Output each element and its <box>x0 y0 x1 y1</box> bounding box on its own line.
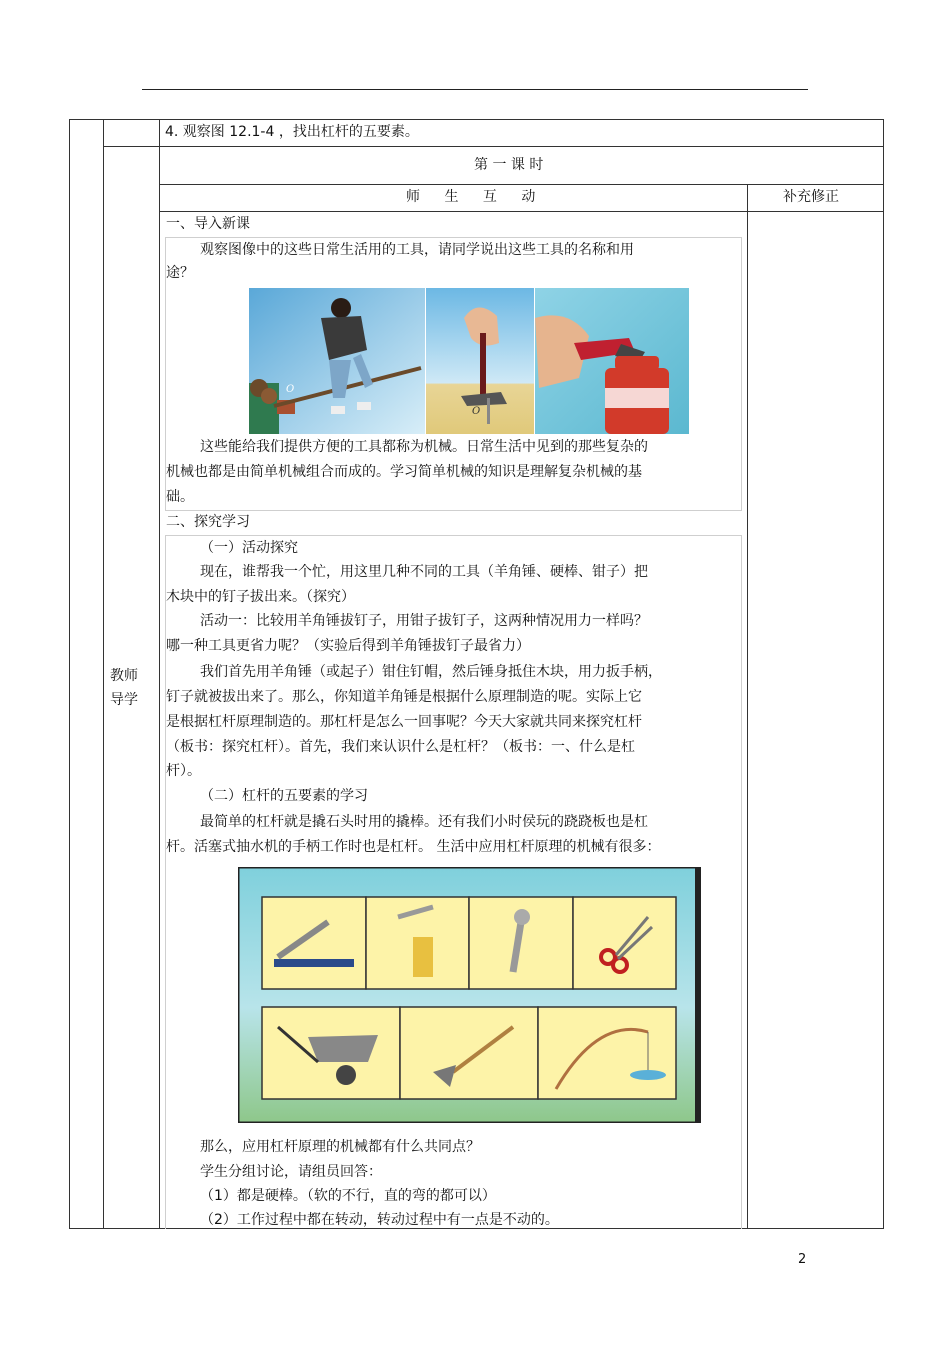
col-divider-1 <box>103 119 104 1229</box>
section-label-line1: 教师 <box>110 668 138 684</box>
part2-after: 那么，应用杠杆原理的机械都有什么共同点？ <box>200 1139 480 1155</box>
row-divider-2 <box>159 184 884 185</box>
row-divider-3 <box>159 211 884 212</box>
part2-after: （2）工作过程中都在转动，转动过程中有一点是不动的。 <box>200 1212 559 1228</box>
box1-bottom <box>165 510 742 511</box>
col-divider-2 <box>159 119 160 1229</box>
column-header-side: 补充修正 <box>783 189 839 205</box>
box1-right <box>741 237 742 511</box>
part2-line: 活动一：比较用羊角锤拔钉子，用钳子拔钉子，这两种情况用力一样吗？ <box>200 613 648 629</box>
svg-text:O: O <box>472 406 481 417</box>
lever-tools-illustration <box>238 867 701 1123</box>
part2-line: 哪一种工具更省力呢？（实验后得到羊角锤拔钉子最省力） <box>166 638 530 654</box>
side-col-divider <box>747 184 748 1229</box>
box2-top <box>165 535 742 536</box>
table-top-border <box>69 119 884 120</box>
box1-top <box>165 237 742 238</box>
top-row-text: 4. 观察图 12.1-4 ，找出杠杆的五要素。 <box>165 124 419 140</box>
photo-label-o: O <box>286 384 295 395</box>
tools-photo-strip <box>249 288 689 434</box>
part2-after: （1）都是硬棒。（软的不行，直的弯的都可以） <box>200 1188 496 1204</box>
part2-line: 木块中的钉子拔出来。（探究） <box>166 589 355 605</box>
part2-line: 杆）。 <box>166 763 201 779</box>
part1-para1-line1: 观察图像中的这些日常生活用的工具，请同学说出这些工具的名称和用 <box>200 242 634 258</box>
part2-line: 是根据杠杆原理制造的。那杠杆是怎么一回事呢？今天大家就共同来探究杠杆 <box>166 714 642 730</box>
part2-line: 现在，谁帮我一个忙，用这里几种不同的工具（羊角锤、硬棒、钳子）把 <box>200 564 648 580</box>
section-label-line2: 导学 <box>110 692 138 708</box>
part1-para2-line3: 础。 <box>166 489 194 505</box>
part2-line: 我们首先用羊角锤（或起子）钳住钉帽，然后锤身抵住木块，用力扳手柄， <box>200 664 662 680</box>
lesson-header: 第 一 课 时 <box>474 157 544 173</box>
part1-heading: 一、导入新课 <box>166 216 250 232</box>
part1-para1-line2: 途？ <box>166 265 194 281</box>
column-header-main: 师 生 互 动 <box>406 189 546 205</box>
part2-line: （板书：探究杠杆）。首先，我们来认识什么是杠杆？（板书：一、什么是杠 <box>166 739 635 755</box>
table-left-border <box>69 119 70 1229</box>
part2-sub2: （二）杠杆的五要素的学习 <box>200 788 368 804</box>
part2-after: 学生分组讨论，请组员回答： <box>200 1164 382 1180</box>
row-divider-1 <box>103 146 884 147</box>
box2-right <box>741 535 742 1229</box>
part2-heading: 二、探究学习 <box>166 514 250 530</box>
table-right-border <box>883 119 884 1229</box>
part2-line2: 最简单的杠杆就是撬石头时用的撬棒。还有我们小时侯玩的跷跷板也是杠 <box>200 814 648 830</box>
part2-sub1: （一）活动探究 <box>200 540 298 556</box>
page-number: 2 <box>798 1252 807 1267</box>
part1-para2-line1: 这些能给我们提供方便的工具都称为机械。日常生活中见到的那些复杂的 <box>200 439 648 455</box>
part1-para2-line2: 机械也都是由简单机械组合而成的。学习简单机械的知识是理解复杂机械的基 <box>166 464 642 480</box>
part2-line: 钉子就被拔出来了。那么，你知道羊角锤是根据什么原理制造的呢。实际上它 <box>166 689 642 705</box>
header-rule <box>142 89 808 90</box>
part2-line2: 杆。活塞式抽水机的手柄工作时也是杠杆。 生活中应用杠杆原理的机械有很多： <box>166 839 661 855</box>
